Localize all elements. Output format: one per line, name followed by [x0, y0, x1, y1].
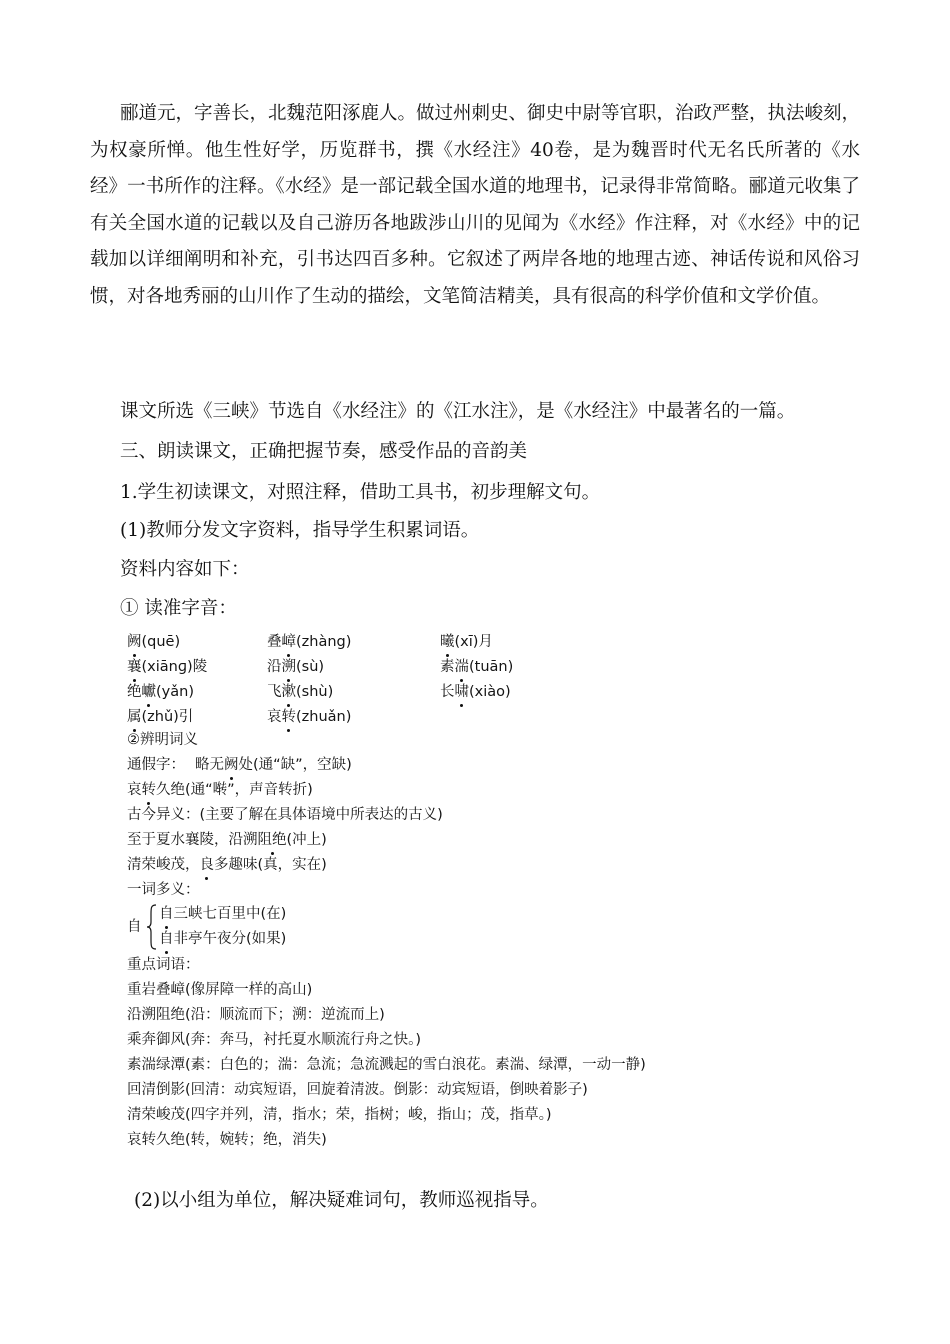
- gujin-item-1: 至于夏水襄陵，沿溯阻绝(冲上): [127, 828, 327, 852]
- pronunciation-item: 属(zhǔ)引: [127, 705, 193, 726]
- keyword-item: 清荣峻茂(四字并列，清，指水；荣，指树；峻，指山；茂，指草。): [127, 1107, 552, 1123]
- left-brace-icon: [146, 904, 158, 950]
- pronunciation-item: 哀转(zhuǎn): [267, 705, 351, 726]
- intro-paragraph-2: 课文所选《三峡》节选自《水经注》的《江水注》，是《水经注》中最著名的一篇。: [120, 401, 796, 422]
- step-2: (2)以小组为单位，解决疑难词句，教师巡视指导。: [134, 1190, 549, 1211]
- polysemy-item-1: 自三峡七百里中(在): [159, 902, 286, 923]
- keyword-item: 重岩叠嶂(像屏障一样的高山): [127, 982, 313, 998]
- pronunciation-item: 阙(quē): [127, 630, 180, 651]
- yici-label: 一词多义：: [127, 882, 200, 898]
- tongjia-item-2: 哀转久绝(通“啭”，声音转折): [127, 778, 313, 802]
- step-1: 1.学生初读课文，对照注释，借助工具书，初步理解文句。: [120, 482, 601, 503]
- pronunciation-item: 绝巘(yǎn): [127, 680, 194, 701]
- pronunciation-item: 飞漱(shù): [267, 680, 333, 701]
- intro-paragraph: 郦道元，字善长，北魏范阳涿鹿人。做过州刺史、御史中尉等官职，治政严整，执法峻刻，为权豪所惮。他生性好学，历览群书，撰《水经注》40卷，是为魏晋时代无名氏所著的《水经》一书所作的注释。《水经》是一部记载全国水道的地理书，记录得非常简略。郦道元收集了有关全国水道的记载以及自己游历各地跋涉山川的见闻为《水经》作注释，对《水经》中的记载加以详细阐明和补充，引书达四百多种。它叙述了两岸各地的地理古迹、神话传说和风俗习惯，对各地秀丽的山川作了生动的描绘，文笔简洁精美，具有很高的科学价值和文学价值。: [90, 103, 861, 307]
- polysemy-item-2: 自非亭午夜分(如果): [159, 927, 286, 948]
- keyword-item: 素湍绿潭(素：白色的；湍：急流；急流溅起的雪白浪花。素湍、绿潭，一动一静): [127, 1057, 646, 1073]
- keyword-item: 哀转久绝(转，婉转；绝，消失): [127, 1132, 327, 1148]
- pronunciation-item: 素湍(tuān): [440, 655, 513, 676]
- pronunciation-item: 长啸(xiào): [440, 680, 511, 701]
- pronunciation-item: 襄(xiānɡ)陵: [127, 655, 207, 676]
- keyword-item: 乘奔御风(奔：奔马，衬托夏水顺流行舟之快。): [127, 1032, 422, 1048]
- polysemy-group: [127, 902, 447, 952]
- material-intro: 资料内容如下：: [120, 559, 250, 580]
- intro-text: [90, 96, 860, 315]
- keywords-label: 重点词语：: [127, 957, 200, 973]
- polysemy-word: 自: [127, 919, 142, 935]
- pronunciation-item: 曦(xī)月: [440, 630, 493, 651]
- gujin-label: 古今异义：(主要了解在具体语境中所表达的古义): [127, 807, 443, 823]
- meaning-heading: ②辨明词义: [127, 732, 198, 748]
- pronunciation-heading: ① 读准字音：: [120, 598, 237, 619]
- gujin-item-2: 清荣峻茂，良多趣味(真，实在): [127, 853, 327, 877]
- tongjia-item-1: 略无阙处(通“缺”，空缺): [195, 753, 352, 777]
- pronunciation-item: 叠嶂(zhàng): [267, 630, 351, 651]
- section-heading: 三、朗读课文，正确把握节奏，感受作品的音韵美: [120, 441, 528, 462]
- keyword-item: 回清倒影(回清：动宾短语，回旋着清波。倒影：动宾短语，倒映着影子): [127, 1082, 588, 1098]
- pronunciation-item: 沿溯(sù): [267, 655, 324, 676]
- step-1-sub: (1)教师分发文字资料，指导学生积累词语。: [120, 520, 480, 541]
- tongjia-label: 通假字：: [127, 757, 185, 773]
- keyword-item: 沿溯阻绝(沿：顺流而下；溯：逆流而上): [127, 1007, 385, 1023]
